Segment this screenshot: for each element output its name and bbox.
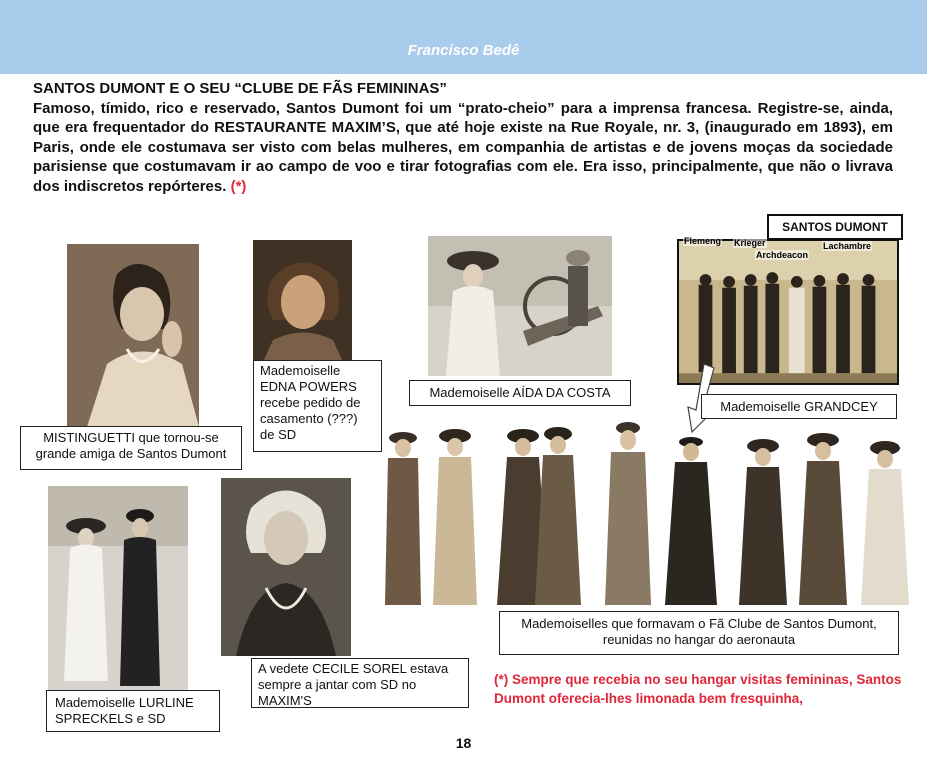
footnote: (*) Sempre que recebia no seu hangar visitas femininas, Santos Dumont oferecia-lhes limonada bem fresquinha, (494, 672, 902, 706)
photo-aida-da-costa (428, 236, 612, 376)
photo-lurline-spreckels (48, 486, 188, 692)
flemeng-label: Flemeng (684, 236, 722, 246)
caption-aida-da-costa: Mademoiselle AÍDA DA COSTA (409, 380, 631, 406)
archdeacon-label: Archdeacon (756, 250, 809, 260)
caption-lurline-spreckels: Mademoiselle LURLINE SPRECKELS e SD (46, 690, 220, 732)
article-body-restaurant: RESTAURANTE MAXIM’S (214, 119, 396, 137)
article-title: SANTOS DUMONT E O SEU “CLUBE DE FÃS FEMININAS” (33, 80, 447, 97)
header-author: Francisco Bedê (407, 42, 520, 59)
caption-cecile-sorel: A vedete CECILE SOREL estava sempre a jantar com SD no MAXIM'S (251, 658, 469, 708)
header-band (0, 0, 927, 74)
article-body (33, 99, 893, 196)
santos-dumont-label: SANTOS DUMONT (767, 214, 903, 240)
krieger-label: Krieger (734, 238, 766, 248)
lachambre-label: Lachambre (823, 241, 872, 251)
article-asterisk: (*) (230, 177, 247, 195)
photo-fan-club-women (373, 420, 918, 610)
article (33, 80, 893, 196)
caption-mistinguetti: MISTINGUETTI que tornou-se grande amiga de Santos Dumont (20, 426, 242, 470)
photo-cecile-sorel (221, 478, 351, 656)
caption-fan-club: Mademoiselles que formavam o Fã Clube de Santos Dumont, reunidas no hangar do aeronauta (499, 611, 899, 655)
caption-grandcey: Mademoiselle GRANDCEY (701, 394, 897, 419)
photo-edna-powers (253, 240, 352, 362)
page-number: 18 (455, 735, 472, 751)
article-body-part2: , que até hoje existe na Rue Royale, nr. 3, (inaugurado em 1893), em Paris, onde ele costumava ser visto com belas mulheres, em companhia de artistas e de jovens moças da sociedade parisiense que costumavam ir ao campo de voo e tirar fotografias com ele. Era isso, principalmente, que não o livrava dos indiscretos repórteres. (33, 119, 893, 195)
caption-edna-powers: Mademoiselle EDNA POWERS recebe pedido de casamento (???) de SD (253, 360, 382, 452)
photo-mistinguetti (67, 244, 199, 427)
article-body-part1: Famoso, tímido, rico e reservado, Santos Dumont foi um “prato-cheio” para a imprensa francesa. Registre-se, ainda, que era frequentador do (33, 100, 893, 137)
